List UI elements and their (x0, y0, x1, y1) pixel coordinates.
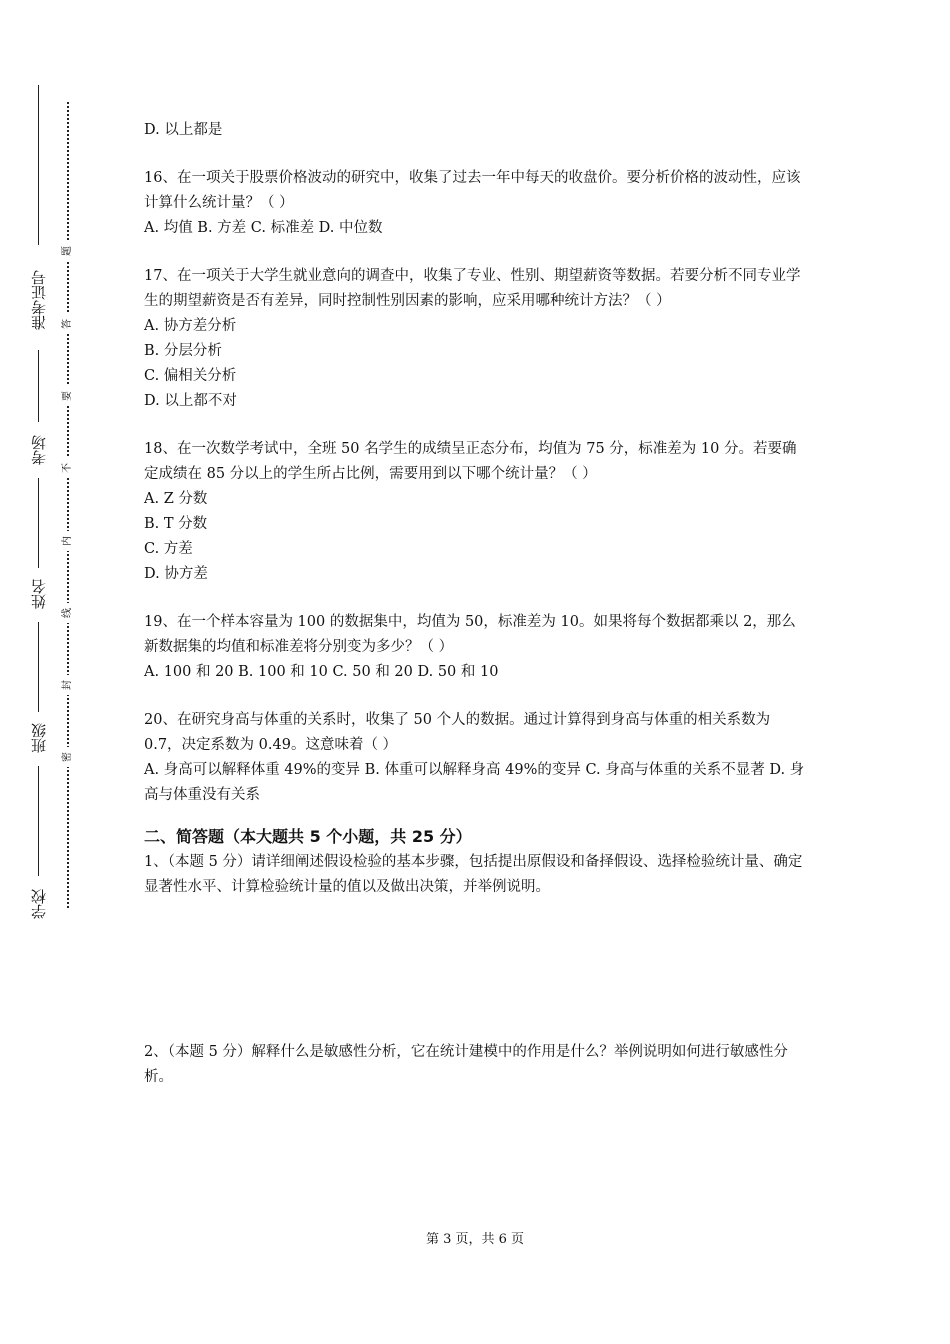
seal-dotted-line (67, 102, 69, 908)
option: A. 100 和 20 B. 100 和 10 C. 50 和 20 D. 50 和 10 (144, 664, 499, 680)
margin-line (38, 766, 39, 876)
margin-line (38, 622, 39, 712)
section-title: 二、简答题（本大题共 5 个小题，共 25 分） (144, 827, 472, 846)
option: D. 以上都不对 (144, 393, 237, 409)
question-18 (144, 437, 810, 587)
seal-char: 内 (60, 531, 76, 551)
seal-char: 题 (60, 241, 76, 261)
page-footer: 第 3 页，共 6 页 (425, 1232, 525, 1247)
margin-line (38, 350, 39, 422)
short-answer-question-1: 1、（本题 5 分）请详细阐述假设检验的基本步骤，包括提出原假设和备择假设、选择检验统计量、确定显著性水平、计算检验统计量的值以及做出决策，并举例说明。 (144, 854, 803, 895)
question-17 (144, 264, 810, 414)
option: A. 协方差分析 (144, 318, 237, 334)
option: B. 分层分析 (144, 343, 222, 359)
option: A. 身高可以解释体重 49%的变异 B. 体重可以解释身高 49%的变异 C. 身高与体重的关系不显著 D. 身高与体重没有关系 (144, 762, 805, 803)
question-stem: 19、在一个样本容量为 100 的数据集中，均值为 50，标准差为 10。如果将每个数据都乘以 2，那么新数据集的均值和标准差将分别变为多少？（ ） (144, 614, 796, 655)
margin-line (38, 478, 39, 568)
option: D. 以上都是 (144, 122, 223, 138)
margin-line (38, 85, 39, 245)
seal-char: 封 (60, 675, 76, 695)
margin-field-school: 学校 (30, 889, 48, 919)
margin-field-class: 班级 (30, 723, 48, 753)
option: C. 偏相关分析 (144, 368, 237, 384)
short-answer-question-2: 2、（本题 5 分）解释什么是敏感性分析，它在统计建模中的作用是什么？举例说明如何进行敏感性分析。 (144, 1044, 788, 1085)
option: C. 方差 (144, 541, 193, 557)
option: D. 协方差 (144, 566, 208, 582)
question-stem: 16、在一项关于股票价格波动的研究中，收集了过去一年中每天的收盘价。要分析价格的波动性，应该计算什么统计量？（ ） (144, 170, 801, 211)
margin-field-exam-number: 准考证号 (30, 270, 48, 330)
question-stem: 18、在一次数学考试中，全班 50 名学生的成绩呈正态分布，均值为 75 分，标准差为 10 分。若要确定成绩在 85 分以上的学生所占比例，需要用到以下哪个统计量？（ ） (144, 441, 797, 482)
question-19 (144, 610, 810, 685)
seal-char: 不 (60, 458, 76, 478)
option: A. 均值 B. 方差 C. 标准差 D. 中位数 (144, 220, 383, 236)
seal-char: 线 (60, 603, 76, 623)
seal-char: 密 (60, 747, 76, 767)
question-stem: 17、在一项关于大学生就业意向的调查中，收集了专业、性别、期望薪资等数据。若要分析不同专业学生的期望薪资是否有差异，同时控制性别因素的影响，应采用哪种统计方法？（ ） (144, 268, 801, 309)
exam-content (144, 118, 810, 1090)
seal-char: 答 (60, 314, 76, 334)
seal-char: 要 (60, 386, 76, 406)
option: A. Z 分数 (144, 491, 208, 507)
margin-field-name: 姓名 (30, 579, 48, 609)
question-stem: 20、在研究身高与体重的关系时，收集了 50 个人的数据。通过计算得到身高与体重的相关系数为 0.7，决定系数为 0.49。这意味着（ ） (144, 712, 771, 753)
question-15-tail (144, 118, 810, 143)
question-16 (144, 166, 810, 241)
question-20 (144, 708, 810, 808)
option: B. T 分数 (144, 516, 208, 532)
answer-space (144, 900, 810, 1040)
margin-field-exam-room: 考场 (30, 435, 48, 465)
